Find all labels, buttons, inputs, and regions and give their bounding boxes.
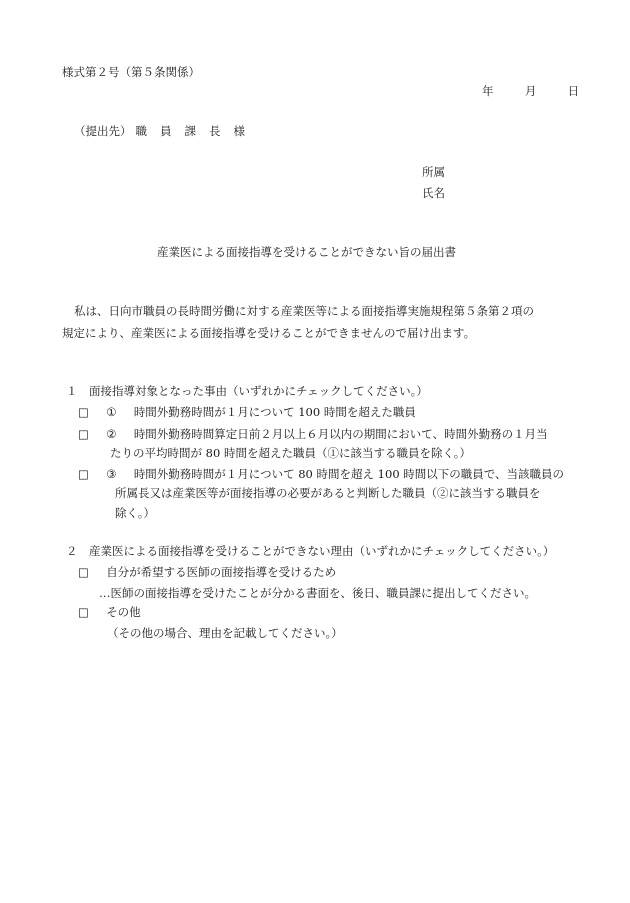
item-text-continued: 所属長又は産業医等が面接指導の必要があると判断した職員（②に該当する職員を xyxy=(115,486,541,500)
addressee-char: 職 xyxy=(135,124,147,138)
section2-heading: ２ 産業医による面接指導を受けることができない理由（いずれかにチェックしてください。） xyxy=(66,544,555,558)
item-note: …医師の面接指導を受けたことが分かる書面を、後日、職員課に提出してください。 xyxy=(99,586,536,600)
item-text: 時間外勤務時間算定日前２月以上６月以内の期間において、時間外勤務の１月当 xyxy=(133,427,548,441)
date-line xyxy=(482,85,579,99)
addressee-char: 員 xyxy=(160,124,172,138)
item-text: 時間外勤務時間が１月について 100 時間を超えた職員 xyxy=(133,405,416,419)
date-year: 年 xyxy=(482,84,494,98)
form-number: 様式第２号（第５条関係） xyxy=(62,65,200,79)
addressee-prefix: （提出先） xyxy=(74,124,132,138)
addressee xyxy=(74,125,245,139)
section2-item-2 xyxy=(78,606,141,620)
item-number: ③ xyxy=(106,467,117,481)
item-label: その他 xyxy=(106,605,141,619)
checkbox[interactable]: □ xyxy=(78,427,89,441)
document-title: 産業医による面接指導を受けることができない旨の届出書 xyxy=(157,245,456,259)
checkbox[interactable]: □ xyxy=(78,405,89,419)
date-month: 月 xyxy=(524,84,537,98)
section2-item-1 xyxy=(78,566,336,580)
addressee-char: 様 xyxy=(233,124,245,138)
addressee-char: 課 xyxy=(184,124,196,138)
section1-item-3 xyxy=(78,468,564,482)
item-number: ① xyxy=(106,405,117,419)
section1-heading: １ 面接指導対象となった事由（いずれかにチェックしてください。） xyxy=(66,384,428,398)
item-label: 自分が希望する医師の面接指導を受けるため xyxy=(106,565,337,579)
item-text-continued: 除く。） xyxy=(115,506,156,520)
checkbox[interactable]: □ xyxy=(78,605,89,619)
item-note: （その他の場合、理由を記載してください。） xyxy=(107,626,343,640)
date-day: 日 xyxy=(567,84,580,98)
item-number: ② xyxy=(106,427,117,441)
applicant-affiliation: 所属 xyxy=(422,165,445,179)
item-text: 時間外勤務時間が１月について 80 時間を超え 100 時間以下の職員で、当該職員の xyxy=(133,467,565,481)
section1-item-2 xyxy=(78,428,548,442)
intro-line-1: 私は、日向市職員の長時間労働に対する産業医等による面接指導実施規程第５条第２項の xyxy=(74,304,534,318)
applicant-name: 氏名 xyxy=(422,186,445,200)
item-text-continued: たりの平均時間が 80 時間を超えた職員（①に該当する職員を除く。） xyxy=(110,446,471,460)
section1-item-1 xyxy=(78,406,416,420)
intro-line-2: 規定により、産業医による面接指導を受けることができませんので届け出ます。 xyxy=(62,326,476,340)
addressee-char: 長 xyxy=(209,124,221,138)
checkbox[interactable]: □ xyxy=(78,565,89,579)
checkbox[interactable]: □ xyxy=(78,467,89,481)
